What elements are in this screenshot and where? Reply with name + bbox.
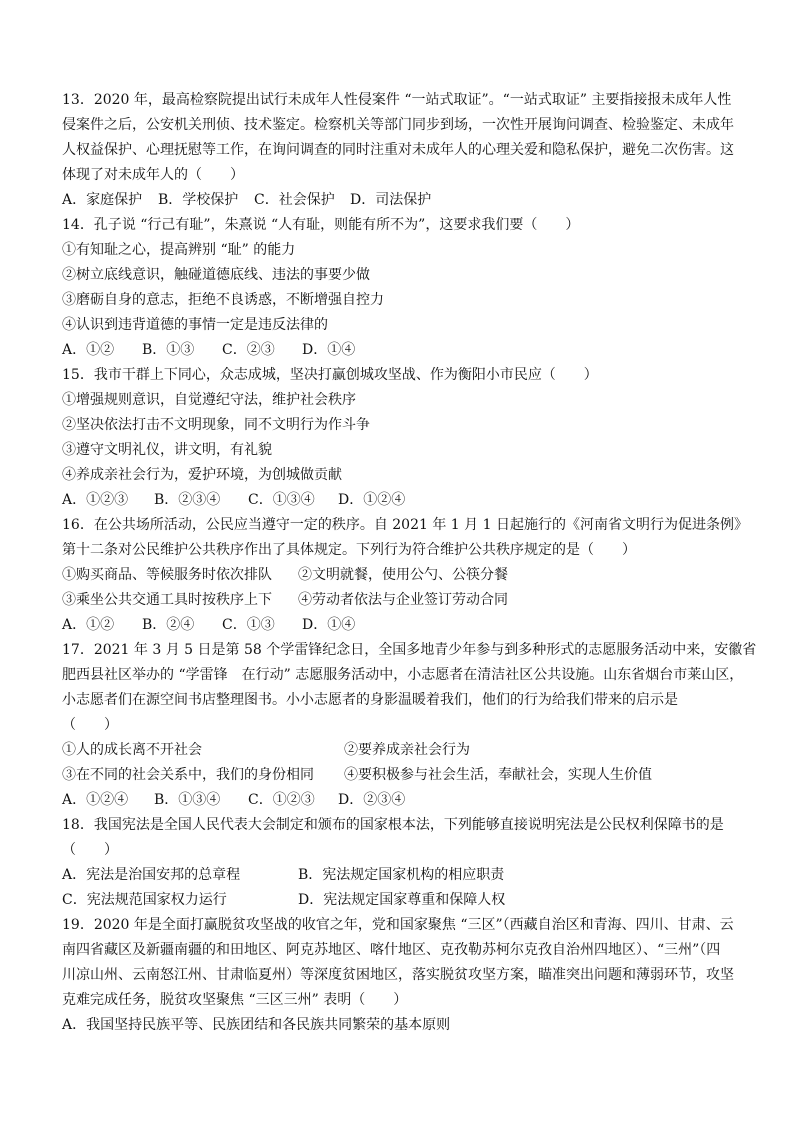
statement-item: ③在不同的社会关系中，我们的身份相同 bbox=[62, 767, 314, 783]
option-d[interactable]: D．司法保护 bbox=[350, 192, 432, 208]
question-stem-line: 17．2021 年 3 月 5 日是第 58 个学雷锋纪念日，全国多地青少年参与到多种形式的志愿服务活动中来，安徽省 bbox=[62, 642, 757, 658]
statement-row bbox=[62, 738, 738, 763]
question-stem-line: 侵案件之后，公安机关刑侦、技术鉴定。检察机关等部门同步到场，一次性开展询问调查、检验鉴定、未成年 bbox=[62, 117, 734, 133]
option-c[interactable]: C．①③ bbox=[222, 617, 275, 633]
question-18 bbox=[62, 813, 738, 913]
option-d[interactable]: D．①④ bbox=[302, 617, 356, 633]
question-17 bbox=[62, 638, 757, 813]
statement-item: ②要养成亲社会行为 bbox=[344, 742, 470, 758]
question-stem-line: 克难完成任务，脱贫攻坚聚焦 “三区三州” 表明（ ） bbox=[62, 992, 408, 1008]
statement-item: ②树立底线意识，触碰道德底线、违法的事要少做 bbox=[62, 267, 370, 283]
option-a[interactable]: A．我国坚持民族平等、民族团结和各民族共同繁荣的基本原则 bbox=[62, 1017, 451, 1033]
question-stem-line: （ ） bbox=[62, 842, 118, 858]
statement-item: ③遵守文明礼仪，讲文明，有礼貌 bbox=[62, 442, 272, 458]
question-stem-line: 南四省藏区及新疆南疆的和田地区、阿克苏地区、喀什地区、克孜勒苏柯尔克孜自治州四地区）、“三州”（四 bbox=[62, 942, 721, 958]
option-d[interactable]: D．宪法规定国家尊重和保障人权 bbox=[298, 892, 506, 908]
answer-options bbox=[62, 488, 738, 513]
option-b[interactable]: B．②③④ bbox=[154, 492, 221, 508]
answer-options bbox=[62, 188, 738, 213]
option-b[interactable]: B．①③④ bbox=[154, 792, 221, 808]
option-a[interactable]: A．①②③ bbox=[62, 492, 129, 508]
option-a[interactable]: A．宪法是治国安邦的总章程 bbox=[62, 867, 241, 883]
option-d[interactable]: D．①④ bbox=[302, 342, 356, 358]
option-a[interactable]: A．①② bbox=[62, 617, 115, 633]
question-13 bbox=[62, 88, 738, 213]
option-a[interactable]: A．①②④ bbox=[62, 792, 129, 808]
question-stem-line: 体现了对未成年人的（ ） bbox=[62, 167, 244, 183]
statement-item: ①增强规则意识，自觉遵纪守法，维护社会秩序 bbox=[62, 392, 356, 408]
question-stem-line: 小志愿者们在源空间书店整理图书。小小志愿者的身影温暖着我们，他们的行为给我们带来的启示是 bbox=[62, 692, 678, 708]
question-15 bbox=[62, 363, 738, 513]
option-a[interactable]: A．①② bbox=[62, 342, 115, 358]
statement-item: ①人的成长离不开社会 bbox=[62, 742, 202, 758]
option-b[interactable]: B．宪法规定国家机构的相应职责 bbox=[298, 867, 505, 883]
question-stem: 15．我市干群上下同心，众志成城，坚决打赢创城攻坚战、作为衡阳小市民应（ ） bbox=[62, 367, 598, 383]
question-stem: 14．孔子说 “行己有耻”，朱熹说 “人有耻，则能有所不为”，这要求我们要（ ） bbox=[62, 217, 580, 233]
option-c[interactable]: C．①②③ bbox=[248, 792, 315, 808]
statement-row bbox=[62, 763, 738, 788]
statement-item: ④认识到违背道德的事情一定是违反法律的 bbox=[62, 317, 328, 333]
statement-item: ③磨砺自身的意志，拒绝不良诱惑，不断增强自控力 bbox=[62, 292, 384, 308]
statement-row bbox=[62, 588, 738, 613]
statement-item: ④要积极参与社会生活，奉献社会，实现人生价值 bbox=[344, 767, 652, 783]
option-a[interactable]: A．家庭保护 bbox=[62, 192, 143, 208]
question-stem-line: 16．在公共场所活动，公民应当遵守一定的秩序。自 2021 年 1 月 1 日起施行的《河南省文明行为促进条例》 bbox=[62, 517, 748, 533]
answer-options bbox=[62, 788, 738, 813]
option-c[interactable]: C．②③ bbox=[222, 342, 275, 358]
statement-item: ②坚决依法打击不文明现象，同不文明行为作斗争 bbox=[62, 417, 370, 433]
question-list bbox=[62, 88, 757, 1038]
option-b[interactable]: B．学校保护 bbox=[158, 192, 239, 208]
statement-row bbox=[62, 563, 738, 588]
question-stem-line: 19．2020 年是全面打赢脱贫攻坚战的收官之年，党和国家聚焦 “三区”（西藏自治区和青海、四川、甘肃、云 bbox=[62, 917, 734, 933]
statement-item: ④劳动者依法与企业签订劳动合同 bbox=[298, 592, 508, 608]
option-b[interactable]: B．①③ bbox=[142, 342, 195, 358]
question-stem-line: 第十二条对公民维护公共秩序作出了具体规定。下列行为符合维护公共秩序规定的是（ ） bbox=[62, 542, 636, 558]
question-16 bbox=[62, 513, 748, 638]
statement-item: ①购买商品、等候服务时依次排队 bbox=[62, 567, 272, 583]
question-stem-line: 肥西县社区举办的 “学雷锋 在行动” 志愿服务活动中，小志愿者在清洁社区公共设施。山东省烟台市莱山区， bbox=[62, 667, 744, 683]
answer-options bbox=[62, 613, 738, 638]
statement-item: ④养成亲社会行为，爱护环境，为创城做贡献 bbox=[62, 467, 342, 483]
question-stem-line: 人权益保护、心理抚慰等工作，在询问调查的同时注重对未成年人的心理关爱和隐私保护，避免二次伤害。这 bbox=[62, 142, 734, 158]
statement-item: ②文明就餐，使用公勺、公筷分餐 bbox=[298, 567, 508, 583]
option-c[interactable]: C．①③④ bbox=[248, 492, 315, 508]
answer-options-row bbox=[62, 888, 738, 913]
question-stem-line: 13．2020 年，最高检察院提出试行未成年人性侵案件 “一站式取证”。“一站式取证” 主要指接报未成年人性 bbox=[62, 92, 732, 108]
question-stem-line: 18．我国宪法是全国人民代表大会制定和颁布的国家根本法，下列能够直接说明宪法是公民权利保障书的是 bbox=[62, 817, 724, 833]
option-d[interactable]: D．②③④ bbox=[338, 792, 406, 808]
answer-options-row bbox=[62, 863, 738, 888]
statement-item: ③乘坐公共交通工具时按秩序上下 bbox=[62, 592, 272, 608]
question-19 bbox=[62, 913, 738, 1038]
question-stem-line: （ ） bbox=[62, 717, 118, 733]
option-c[interactable]: C．社会保护 bbox=[254, 192, 335, 208]
answer-options bbox=[62, 338, 738, 363]
option-c[interactable]: C．宪法规范国家权力运行 bbox=[62, 892, 227, 908]
question-14 bbox=[62, 213, 738, 363]
statement-item: ①有知耻之心，提高辨别 “耻” 的能力 bbox=[62, 242, 296, 258]
option-d[interactable]: D．①②④ bbox=[338, 492, 406, 508]
question-stem-line: 川凉山州、云南怒江州、甘肃临夏州）等深度贫困地区，落实脱贫攻坚方案，瞄准突出问题和薄弱环节，攻坚 bbox=[62, 967, 734, 983]
option-b[interactable]: B．②④ bbox=[142, 617, 195, 633]
